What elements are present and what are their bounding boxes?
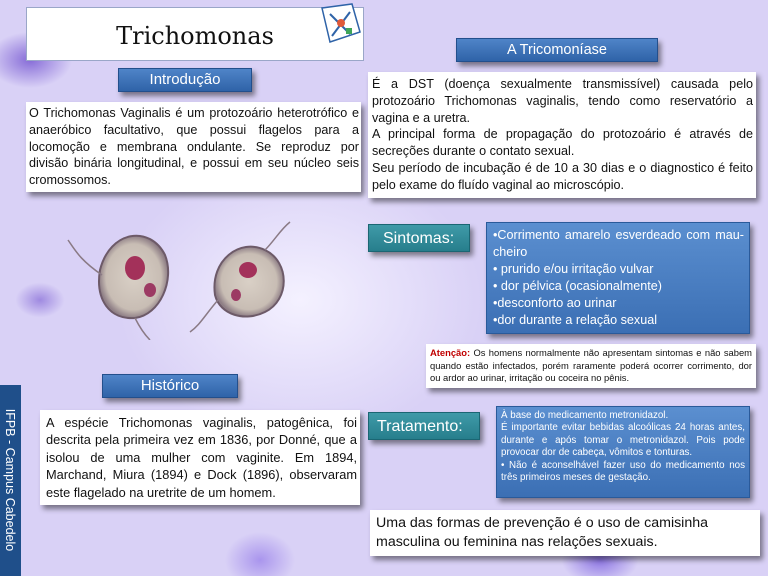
trichomonas-micrograph [40, 200, 340, 340]
list-item: À base do medicamento metronidazol. [501, 410, 669, 421]
atencao-box [426, 344, 756, 388]
page-title: Trichomonas [116, 22, 274, 50]
tricomoniase-paragraph: É a DST (doença sexualmente transmissível) causada pelo protozoário Trichomonas vaginalis, tendo como reservatório a vagina e a uretra. [372, 77, 753, 125]
list-item: • prurido e/ou irritação vulvar [493, 262, 654, 276]
list-item: •desconforto ao urinar [493, 296, 617, 310]
list-item: •dor durante a relação sexual [493, 313, 658, 327]
tricomoniase-paragraph: A principal forma de propagação do protozoário é através de secreções durante o contato sexual. [372, 127, 753, 159]
sintomas-heading: Sintomas: [368, 224, 470, 252]
tricomoniase-paragraph: Seu período de incubação é de 10 a 30 dias e o diagnostico é feito pelo exame do fluído vaginal ao microscópio. [372, 160, 753, 192]
title-box [26, 7, 364, 61]
sidebar-label: IFPB - Campus Cabedelo [3, 408, 17, 552]
list-item: • Não é aconselhável fazer uso do medicamento nos três primeiros meses de gestação. [501, 459, 745, 484]
sintomas-list [486, 222, 750, 334]
prevencao-text: Uma das formas de prevenção é o uso de camisinha masculina ou feminina nas relações sexuais. [370, 510, 760, 556]
list-item: •Corrimento amarelo esverdeado com mau-cheiro [493, 228, 744, 259]
intro-heading: Introdução [118, 68, 252, 92]
list-item: É importante evitar bebidas alcoólicas 24 horas antes, durante e após tomar o metronidazol. Pois pode provocar dor de cabeça, vômitos e tonturas. [501, 422, 745, 459]
historico-text: A espécie Trichomonas vaginalis, patogênica, foi descrita pela primeira vez em 1836, por Donné, que a isolou de uma mulher com vaginite. Em 1894, Marchand, Miura (1894) e Dock (1896), observaram este flagelado na uretrite de um homem. [40, 410, 360, 505]
tratamento-heading: Tratamento: [368, 412, 480, 440]
historico-heading: Histórico [102, 374, 238, 398]
list-item: • dor pélvica (ocasionalmente) [493, 279, 662, 293]
tratamento-list [496, 406, 750, 498]
atencao-text: Os homens normalmente não apresentam sintomas e não sabem quando estão infectados, porém raramente poderá ocorrer corrimento, dor ou ardor ao urinar, irritação ou coceira no pênis. [430, 347, 752, 384]
tricomoniase-text [368, 72, 756, 198]
institution-logo-icon [316, 2, 364, 48]
tricomoniase-heading: A Tricomoníase [456, 38, 658, 62]
intro-text: O Trichomonas Vaginalis é um protozoário heterotrófico e anaeróbico facultativo, que possui flagelos para a locomoção e membrana ondulante. Se reproduz por divisão binária longitudinal, e possui em seu núcleo seis cromossomos. [26, 102, 361, 192]
atencao-label: Atenção: [430, 347, 471, 358]
